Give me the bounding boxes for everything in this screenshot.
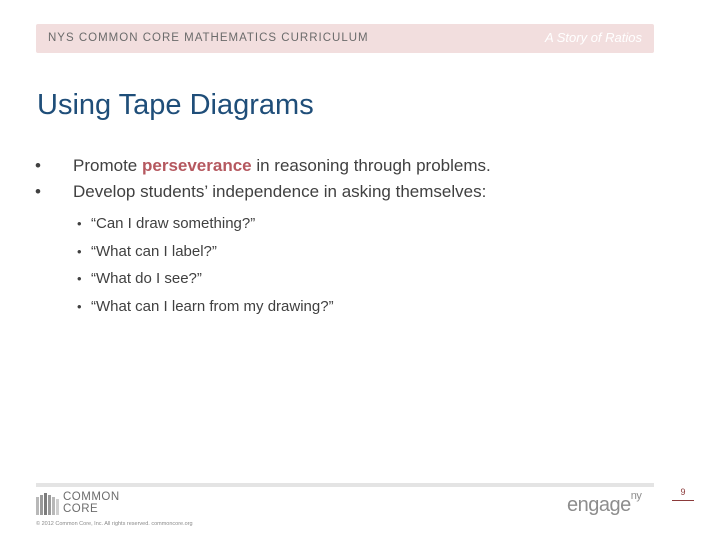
story-label: A Story of Ratios [544,30,642,45]
ny-superscript: ny [630,490,642,503]
sub-bullet-dot: • [77,271,82,286]
bullet-text [73,156,491,176]
common-core-logo-icon [36,493,60,515]
sub-bullet-text: “What can I label?” [91,242,217,260]
bullet-text-after: in reasoning through problems. [251,156,491,175]
curriculum-label: NYS COMMON CORE MATHEMATICS CURRICULUM [48,32,369,44]
highlight-perseverance: perseverance [141,156,252,175]
sub-bullet-text: “What do I see?” [91,270,202,287]
sub-bullet-text: “What can I learn from my drawing?” [91,297,334,315]
engage-word: engage [567,494,631,516]
copyright-text: © 2012 Common Core, Inc. All rights reserved. commoncore.org [36,521,193,527]
bullet-dot: • [35,156,41,175]
page-title: Using Tape Diagrams [37,89,314,121]
engageny-logo [567,490,642,517]
sub-bullet-dot: • [77,243,82,259]
footer-divider [36,483,654,487]
header-bar [36,24,654,53]
sub-bullet-text: “Can I draw something?” [91,215,256,232]
sub-bullet-dot: • [77,216,82,231]
bullet-text: Develop students’ independence in asking themselves: [73,182,487,201]
logo-line-1: COMMON [63,491,120,503]
common-core-wordmark [63,491,120,515]
bullet-text-before: Promote [73,156,142,175]
logo-line-2: CORE [63,503,99,515]
bullet-dot: • [35,182,41,201]
page-number: 9 [672,487,694,501]
sub-bullet-dot: • [77,298,82,314]
